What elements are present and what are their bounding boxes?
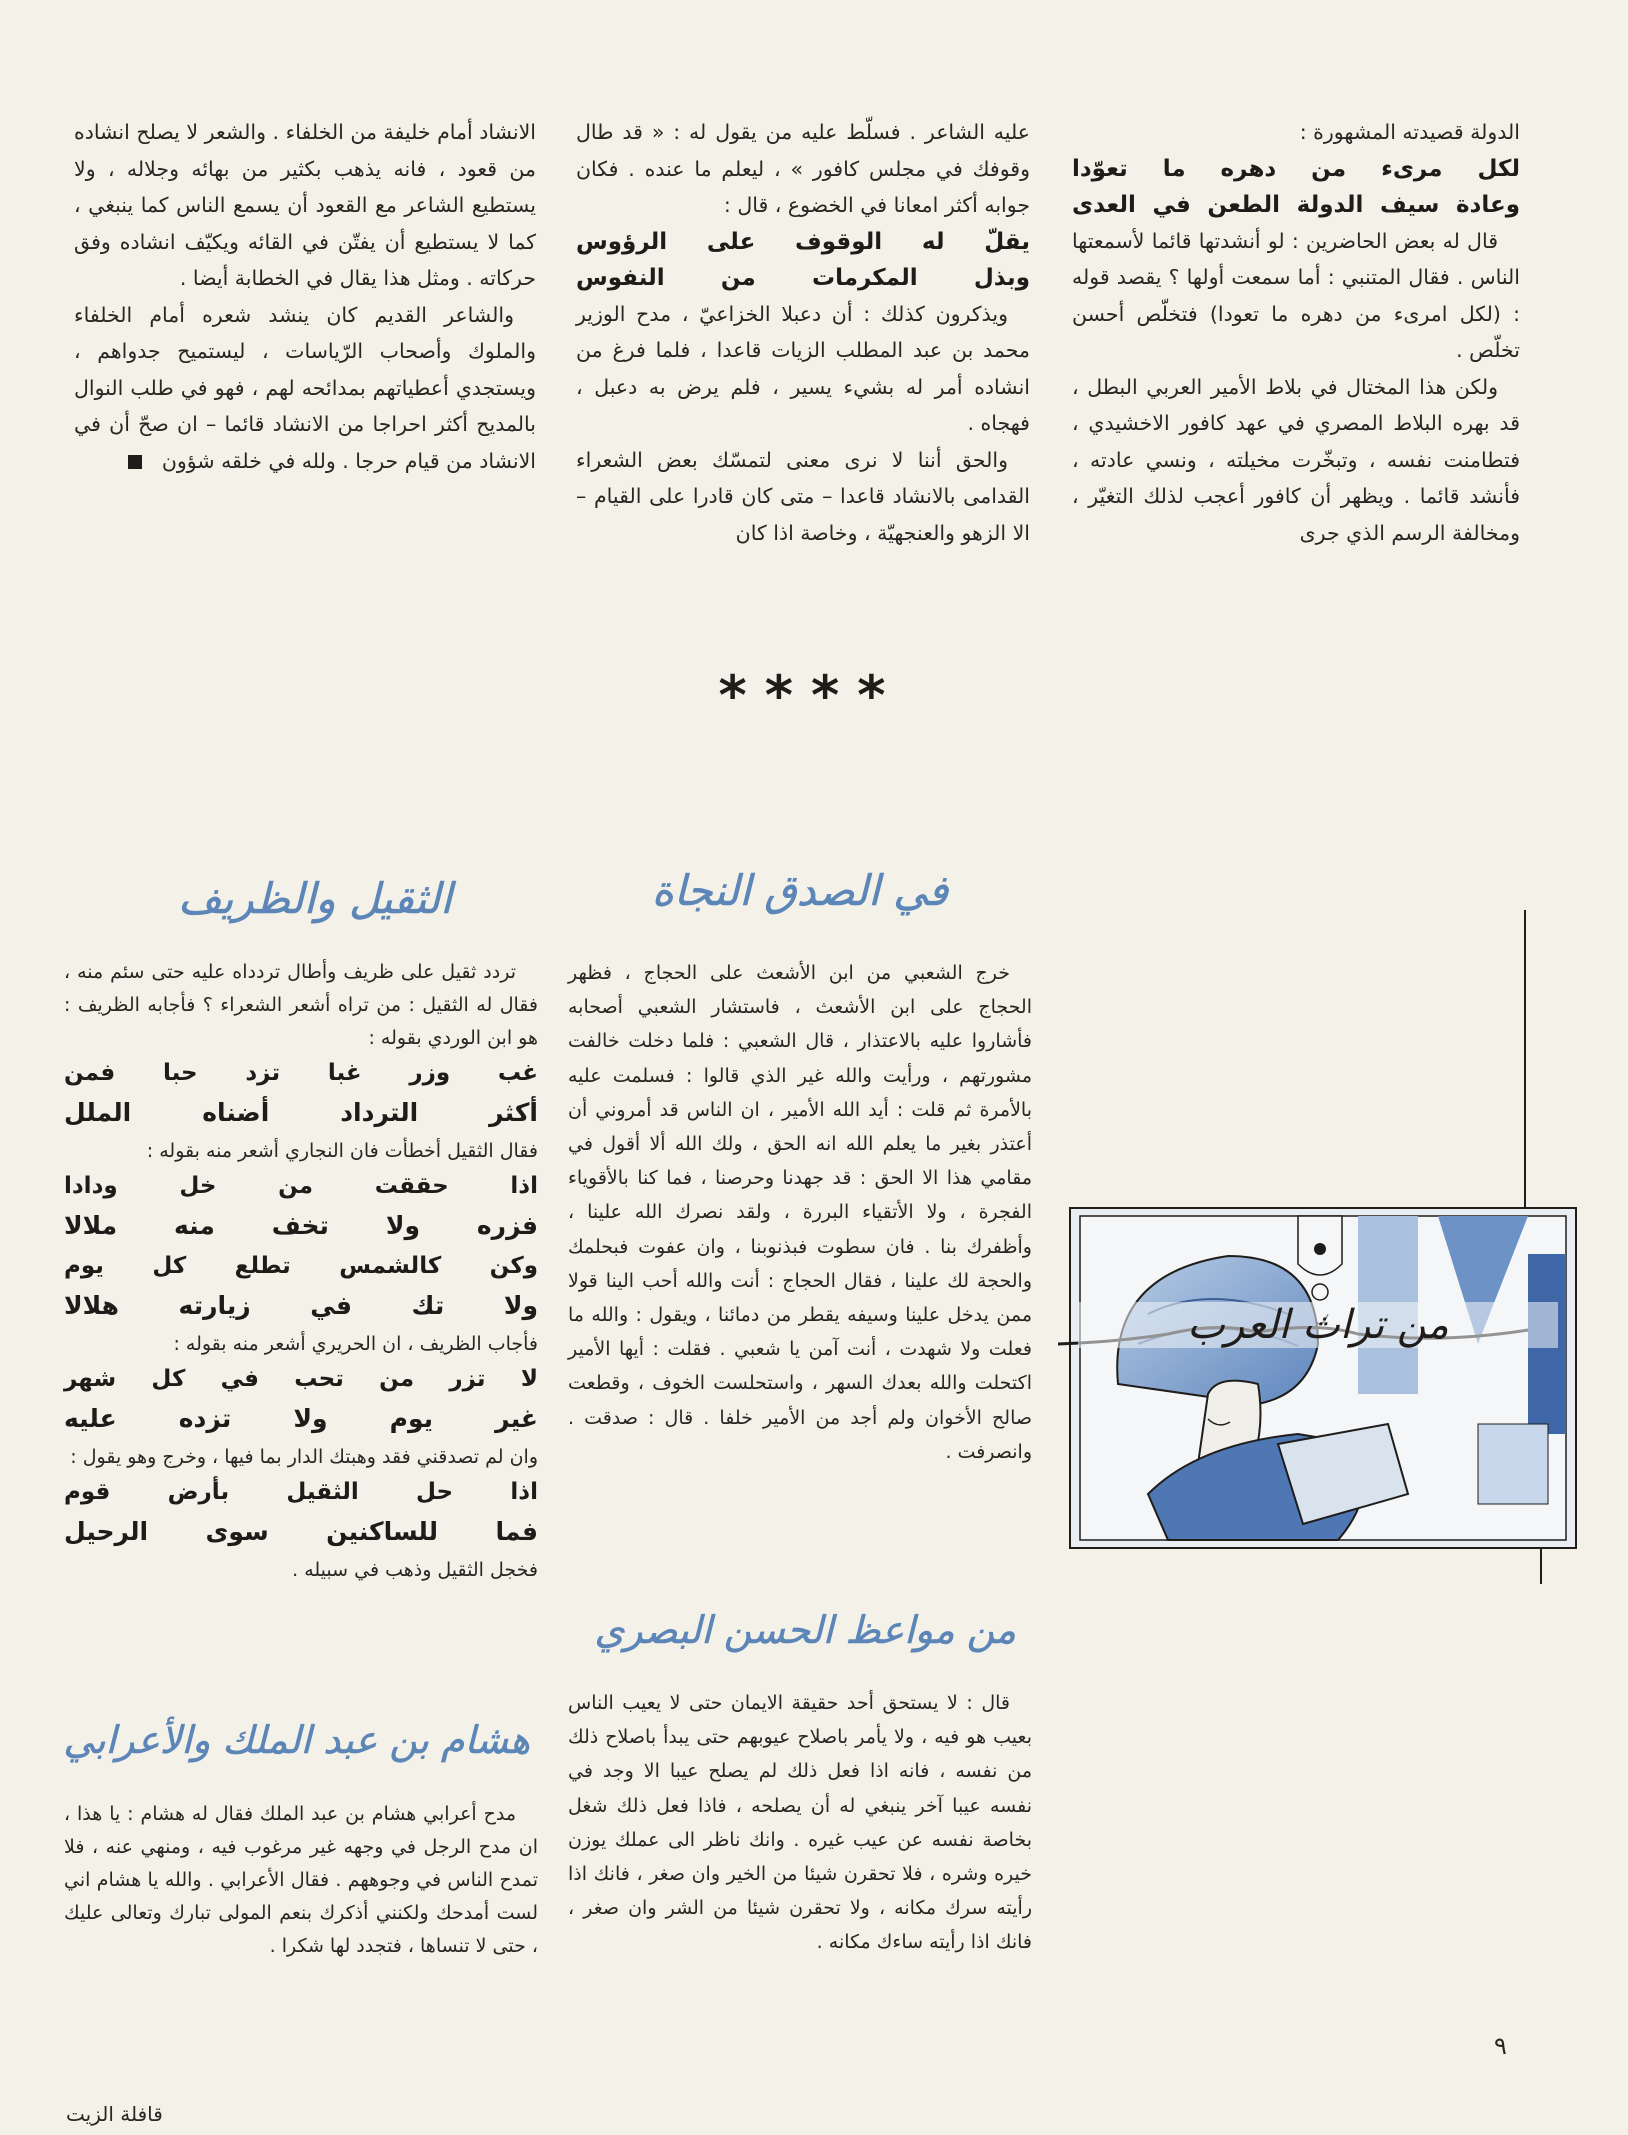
section-hisham-body xyxy=(64,1798,538,1963)
verse-line: اذا حل الثقيل بأرض قوم xyxy=(64,1479,538,1505)
paragraph: والحق أننا لا نرى معنى لتمسّك بعض الشعراء القدامى بالانشاد قاعدا – متى كان قادرا على القيام – الا الزهو والعنجهيّة ، وخاصة اذا كان xyxy=(576,447,1030,545)
publication-name-footer: قافلة الزيت xyxy=(66,2102,163,2126)
section-sidq-body xyxy=(568,956,1032,1469)
paragraph: فخجل الثقيل وذهب في سبيله . xyxy=(292,1559,538,1581)
section-heading-hasan: من مواعظ الحسن البصري xyxy=(594,1608,1016,1652)
verse-line: فما للساكنين سوى الرحيل xyxy=(64,1517,538,1546)
section-thaqil-body xyxy=(64,956,538,1587)
paragraph: مدح أعرابي هشام بن عبد الملك فقال له هشام : يا هذا ، ان مدح الرجل في وجهه غير مرغوب فيه ، ومنهي عنه ، فلا تمدح الناس في وجوههم . فقال الأعرابي . والله يا هشام اني لست أمدحك ولكنني أذكرك بنعم المولى تبارك وتعالى عليك ، حتى لا تنساها ، فتجدد لها شكرا . xyxy=(64,1803,538,1957)
verse-line: وعادة سيف الدولة الطعن في العدى xyxy=(1072,191,1520,218)
verse-line: وبذل المكرمات من النفوس xyxy=(576,264,1030,291)
section-separator: **** xyxy=(718,664,904,727)
top-column-middle xyxy=(576,114,1030,551)
section-hasan-body xyxy=(568,1686,1032,1960)
verse-line: غير يوم ولا تزده عليه xyxy=(64,1404,538,1433)
verse-line: اذا حققت من خل ودادا xyxy=(64,1173,538,1199)
paragraph: قال : لا يستحق أحد حقيقة الايمان حتى لا يعيب الناس بعيب هو فيه ، ولا يأمر باصلاح عيوبهم حتى يبدأ باصلاح ذلك من نفسه ، فانه اذا فعل ذلك لم يصلح عيبا الا وجد في نفسه عيبا آخر ينبغي له أن يصلحه ، فاذا فعل ذلك شغل بخاصة نفسه عن عيب غيره . وانك ناظر الى عملك يوزن خيره وشره ، فلا تحقرن شيئا من الخير وان صغر ، فانك اذا رأيته سرك مكانه ، ولا تحقرن شيئا من الشر وان صغر ، فانك اذا رأيته ساءك مكانه . xyxy=(568,1692,1032,1954)
verse-line: فزره ولا تخف منه ملالا xyxy=(64,1211,538,1240)
paragraph xyxy=(74,297,536,480)
illustration-caption: من تراث العرب xyxy=(1078,1302,1558,1348)
paragraph: تردد ثقيل على ظريف وأطال تردداه عليه حتى سئم منه ، فقال له الثقيل : من تراه أشعر الشعراء ؟ فأجابه الظريف : هو ابن الوردي بقوله : xyxy=(64,961,538,1049)
scholar-reading-illustration xyxy=(1058,1194,1578,1554)
paragraph: فأجاب الظريف ، ان الحريري أشعر منه بقوله : xyxy=(173,1333,538,1355)
verse-line: يقلّ له الوقوف على الرؤوس xyxy=(576,228,1030,255)
heritage-illustration xyxy=(1058,1194,1578,1554)
paragraph: عليه الشاعر . فسلّط عليه من يقول له : « قد طال وقوفك في مجلس كافور » ، ليعلم ما عنده . فكان جوابه أكثر امعانا في الخضوع ، قال : xyxy=(576,120,1030,217)
section-heading-hisham: هشام بن عبد الملك والأعرابي xyxy=(63,1718,530,1762)
verse-line: أكثر الترداد أضناه الملل xyxy=(64,1098,538,1127)
paragraph: قال له بعض الحاضرين : لو أنشدتها قائما لأسمعتها الناس . فقال المتنبي : أما سمعت أولها ؟ يقصد قوله : (لكل امرىء من دهره ما تعودا) فتخلّص أحسن تخلّص . xyxy=(1072,228,1520,362)
page-number: ٩ xyxy=(1494,2032,1507,2060)
section-heading-sidq: في الصدق النجاة xyxy=(651,866,949,915)
verse-line: لا تزر من تحب في كل شهر xyxy=(64,1366,538,1392)
paragraph-text: والشاعر القديم كان ينشد شعره أمام الخلفاء والملوك وأصحاب الرّياسات ، ليستميح جدواهم ، ويستجدي أعطياتهم بمدائحه لهم ، فهو في طلب النوال بالمديح أكثر احراجا من الانشاد قائما – ان صحّ أن في الانشاد من قيام حرجا . ولله في خلقه شؤون xyxy=(74,302,536,473)
end-of-article-mark xyxy=(128,455,142,469)
verse-line: لكل مرىء من دهره ما تعوّدا xyxy=(1072,155,1520,182)
paragraph: خرج الشعبي من ابن الأشعث على الحجاج ، فظهر الحجاج على ابن الأشعث ، فاستشار الشعبي أصحابه فأشاروا عليه بالاعتذار ، قال الشعبي : فلما دخلت خالفت مشورتهم ، ورأيت والله غير الذي قالوا : فسلمت عليه بالأمرة ثم قلت : أيد الله الأمير ، ان الناس قد أمروني أن أعتذر بغير ما يعلم الله انه الحق ، ولك الله ألا أقول في مقامي هذا الا الحق : قد جهدنا وحرصنا ، فما كنا بالأقوياء الفجرة ، ولا الأتقياء البررة ، ولقد نصرك الله علينا ، وأظفرك بنا . فان سطوت فبذنوبنا ، وان عفوت فبحلمك والحجة لك علينا ، فقال الحجاج : أنت والله أحب الينا قولا ممن يدخل علينا وسيفه يقطر من دمائنا ، ويقول : والله ما فعلت ولا شهدت ، أنت آمن يا شعبي . فقلت : أيها الأمير اكتحلت والله بعدك السهر ، واستحلست الخوف ، وقطعت صالح الأخوان ولم أجد من الأمير خلفا . قال : صدقت . وانصرفت . xyxy=(568,962,1032,1463)
paragraph: ويذكرون كذلك : أن دعبلا الخزاعيّ ، مدح الوزير محمد بن عبد المطلب الزيات قاعدا ، فلما فرغ من انشاده أمر له بشيء يسير ، فلم يرض به دعبل ، فهجاه . xyxy=(576,301,1030,435)
paragraph: فقال الثقيل أخطأت فان النجاري أشعر منه بقوله : xyxy=(146,1140,538,1162)
paragraph: الدولة قصيدته المشهورة : xyxy=(1299,120,1520,144)
paragraph: الانشاد أمام خليفة من الخلفاء . والشعر لا يصلح انشاده من قعود ، فانه يذهب بكثير من بهائه وجلاله ، ولا يستطيع الشاعر مع القعود أن يسمع الناس كما ينبغي ، كما لا يستطيع أن يفتّن في القائه ويكيّف انشاده وفق حركاته . ومثل هذا يقال في الخطابة أيضا . xyxy=(74,120,536,290)
top-column-right xyxy=(1072,114,1520,551)
top-column-left xyxy=(74,114,536,479)
verse-line: وكن كالشمس تطلع كل يوم xyxy=(64,1253,538,1279)
paragraph: ولكن هذا المختال في بلاط الأمير العربي البطل ، قد بهره البلاط المصري في عهد كافور الاخشيدي ، فتطامنت نفسه ، وتبخّرت مخيلته ، ونسي عادته ، فأنشد قائما . ويظهر أن كافور أعجب لذلك التغيّر ، ومخالفة الرسم الذي جرى xyxy=(1072,374,1520,545)
section-heading-thaqil: الثقيل والظريف xyxy=(178,874,452,923)
verse-line: غب وزر غبا تزد حبا فمن xyxy=(64,1060,538,1086)
verse-line: ولا تك في زيارته هلالا xyxy=(64,1291,538,1320)
paragraph: وان لم تصدقني فقد وهبتك الدار بما فيها ، وخرج وهو يقول : xyxy=(70,1446,538,1468)
